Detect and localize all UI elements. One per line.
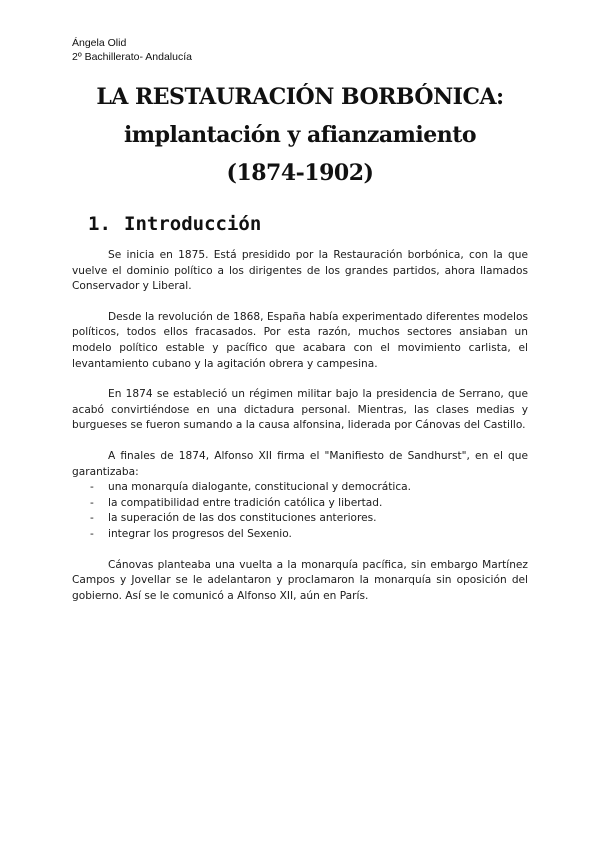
course-label: 2º Bachillerato- Andalucía bbox=[72, 51, 192, 63]
title-line-3: (1874-1902) bbox=[226, 160, 374, 186]
title-line-2: implantación y afianzamiento bbox=[123, 122, 477, 148]
list-item-text: una monarquía dialogante, constitucional y democrática. bbox=[108, 481, 412, 494]
list-item bbox=[72, 480, 528, 496]
list-item-text: integrar los progresos del Sexenio. bbox=[108, 527, 292, 540]
title-line-1: LA RESTAURACIÓN BORBÓNICA: bbox=[96, 84, 504, 110]
paragraph-1: Se inicia en 1875. Está presidido por la Restauración borbónica, con la que vuelve el dominio político a los dirigentes de los grandes partidos, ahora llamados Conservador y Liberal. bbox=[72, 249, 528, 293]
document-header bbox=[72, 36, 192, 64]
guarantees-list bbox=[72, 480, 528, 542]
paragraph-5: Cánovas planteaba una vuelta a la monarquía pacífica, sin embargo Martínez Campos y Jovellar se le adelantaron y proclamaron la monarquía sin oposición del gobierno. Así se le comunicó a Alfonso XII, aún en París. bbox=[72, 558, 528, 602]
author-name: Ángela Olid bbox=[72, 37, 127, 49]
list-item bbox=[72, 511, 528, 527]
paragraph-2: Desde la revolución de 1868, España había experimentado diferentes modelos políticos, todos ellos fracasados. Por esta razón, muchos sectores ansiaban un modelo político estable y pacífico que acabara con el movimiento carlista, el levantamiento cubano y la agitación obrera y campesina. bbox=[72, 310, 528, 370]
list-item-text: la compatibilidad entre tradición católica y libertad. bbox=[108, 496, 383, 509]
section-title: Introducción bbox=[124, 213, 262, 235]
section-heading bbox=[88, 213, 261, 235]
list-marker: - bbox=[90, 481, 94, 494]
section-number: 1. bbox=[88, 213, 111, 235]
list-marker: - bbox=[90, 512, 94, 525]
paragraph-4: A finales de 1874, Alfonso XII firma el "Manifiesto de Sandhurst", en el que garantizaba: bbox=[72, 449, 528, 478]
list-marker: - bbox=[90, 527, 94, 540]
list-item bbox=[72, 527, 528, 543]
document-title bbox=[40, 78, 560, 192]
list-item-text: la superación de las dos constituciones anteriores. bbox=[108, 512, 377, 525]
paragraph-3: En 1874 se estableció un régimen militar bajo la presidencia de Serrano, que acabó convirtiéndose en una dictadura personal. Mientras, las clases medias y burgueses se fueron sumando a la causa alfonsina, liderada por Cánovas del Castillo. bbox=[72, 388, 528, 432]
list-marker: - bbox=[90, 496, 94, 509]
list-item bbox=[72, 496, 528, 512]
document-body bbox=[72, 248, 528, 619]
